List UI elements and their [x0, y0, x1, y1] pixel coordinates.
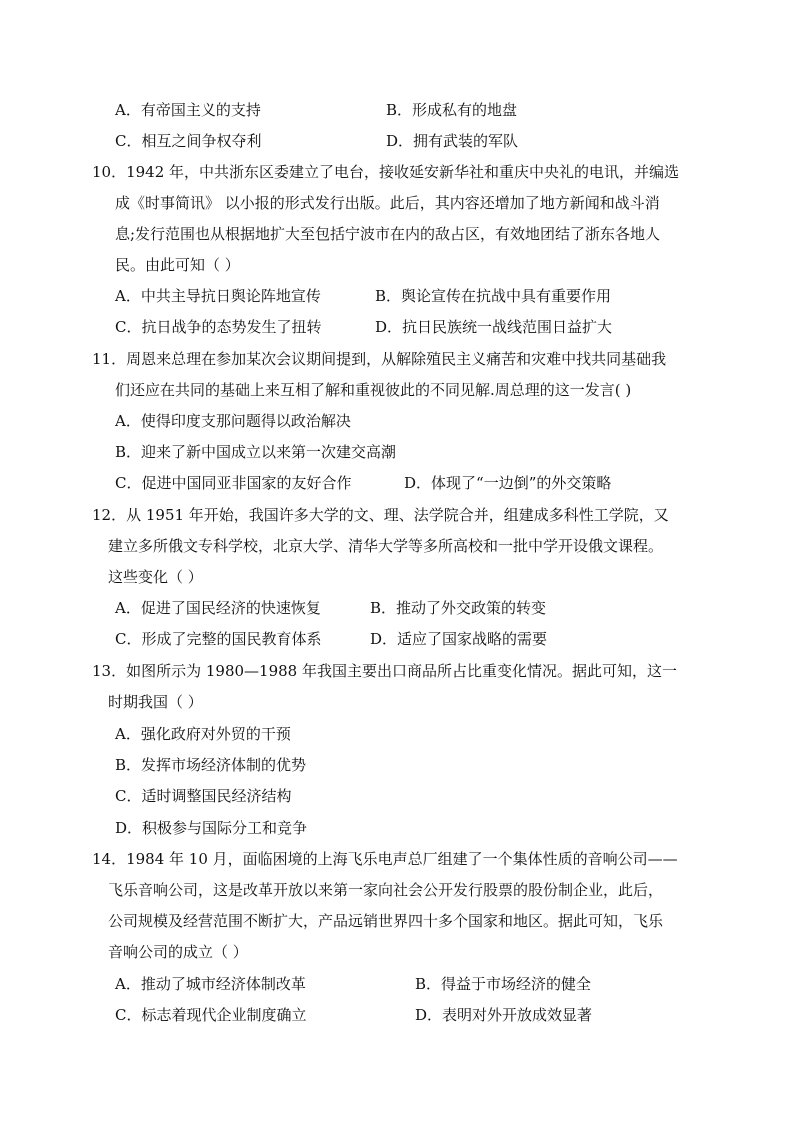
q13-stem-line-2: 时期我国（ ）	[108, 693, 203, 711]
prev-option-d: D．拥有武装的军队	[386, 132, 519, 150]
q11-option-b: B．迎来了新中国成立以来第一次建交高潮	[115, 443, 397, 461]
q14-stem-line-1: 14．1984 年 10 月，面临困境的上海飞乐电声总厂组建了一个集体性质的音响公司——	[92, 850, 678, 868]
q10-stem-line-4: 民。由此可知（ ）	[115, 256, 240, 274]
q12-option-c: C．形成了完整的国民教育体系	[115, 630, 322, 648]
q14-option-c: C．标志着现代企业制度确立	[115, 1006, 307, 1024]
q12-option-b: B．推动了外交政策的转变	[370, 599, 547, 617]
q14-option-a: A．推动了城市经济体制改革	[115, 975, 306, 993]
q13-option-c: C．适时调整国民经济结构	[115, 787, 292, 805]
q13-option-d: D．积极参与国际分工和竞争	[115, 819, 308, 837]
q11-stem-line-1: 11．周恩来总理在参加某次会议期间提到，从解除殖民主义痛苦和灾难中找共同基础我	[92, 350, 667, 368]
q13-option-a: A．强化政府对外贸的干预	[115, 725, 291, 743]
q14-option-b: B．得益于市场经济的健全	[415, 975, 592, 993]
q14-stem-line-2: 飞乐音响公司，这是改革开放以来第一家向社会公开发行股票的股份制企业，此后，	[108, 881, 664, 899]
q12-option-a: A．促进了国民经济的快速恢复	[115, 599, 321, 617]
q13-stem-line-1: 13．如图所示为 1980—1988 年我国主要出口商品所占比重变化情况。据此可知，这一	[92, 662, 677, 680]
q10-stem-line-3: 息;发行范围也从根据地扩大至包括宁波市在内的敌占区，有效地团结了浙东各地人	[115, 225, 661, 243]
prev-option-a: A．有帝国主义的支持	[115, 101, 261, 119]
q14-option-d: D．表明对外开放成效显著	[415, 1006, 593, 1024]
prev-option-c: C．相互之间争权夺利	[115, 132, 262, 150]
q10-stem-line-1: 10．1942 年，中共浙东区委建立了电台，接收延安新华社和重庆中央礼的电讯，并编选	[92, 163, 680, 181]
q12-stem-line-3: 这些变化（ ）	[108, 568, 203, 586]
q11-stem-line-2: 们还应在共同的基础上来互相了解和重视彼此的不同见解.周总理的这一发言( )	[115, 381, 632, 399]
q11-option-a: A．使得印度支那问题得以政治解决	[115, 412, 351, 430]
q11-option-c: C．促进中国同亚非国家的友好合作	[115, 474, 352, 492]
q12-option-d: D．适应了国家战略的需要	[370, 630, 548, 648]
q14-stem-line-4: 音响公司的成立（ ）	[108, 943, 248, 961]
q12-stem-line-1: 12．从 1951 年开始，我国许多大学的文、理、法学院合并，组建成多科性工学院，又	[92, 506, 669, 524]
q13-option-b: B．发挥市场经济体制的优势	[115, 756, 307, 774]
q10-stem-line-2: 成《时事简讯》 以小报的形式发行出版。此后，其内容还增加了地方新闻和战斗消	[115, 194, 660, 212]
q10-option-d: D．抗日民族统一战线范围日益扩大	[375, 318, 613, 336]
q10-option-b: B．舆论宣传在抗战中具有重要作用	[375, 287, 612, 305]
q10-option-a: A．中共主导抗日舆论阵地宣传	[115, 287, 321, 305]
prev-option-b: B．形成私有的地盘	[386, 101, 518, 119]
q12-stem-line-2: 建立多所俄文专科学校，北京大学、清华大学等多所高校和一批中学开设俄文课程。	[108, 537, 664, 555]
q10-option-c: C．抗日战争的态势发生了扭转	[115, 318, 322, 336]
q11-option-d: D．体现了“一边倒”的外交策略	[404, 474, 612, 492]
q14-stem-line-3: 公司规模及经营范围不断扩大，产品远销世界四十多个国家和地区。据此可知，飞乐	[108, 912, 664, 930]
